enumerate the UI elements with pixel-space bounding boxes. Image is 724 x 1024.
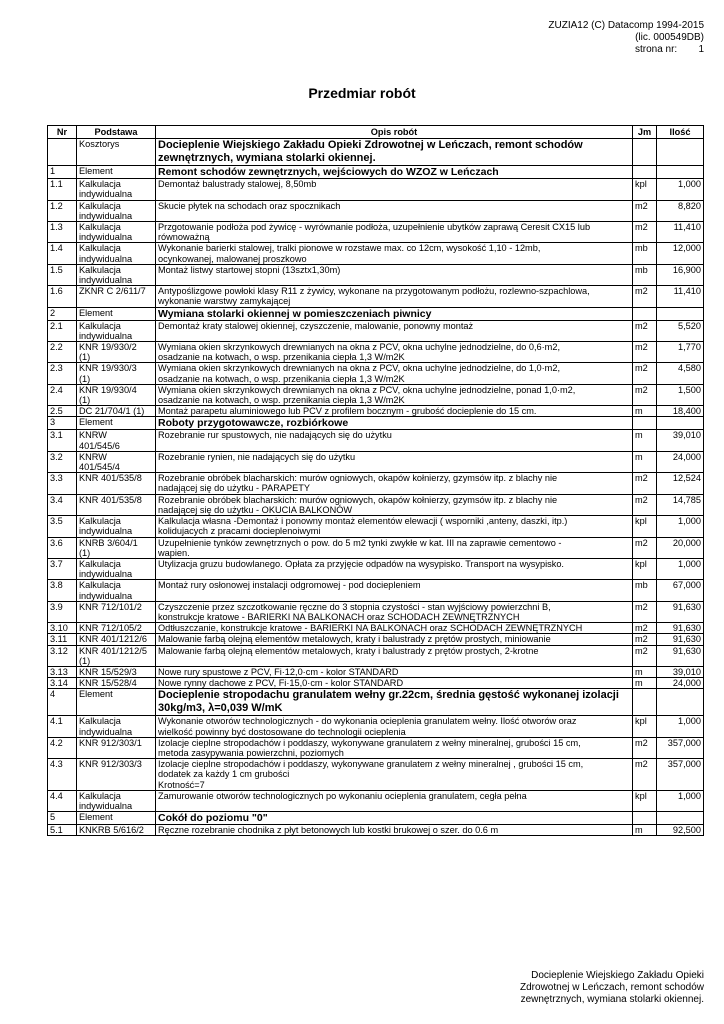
cell-nr: 5.1 [48,825,77,836]
cell-ilosc: 20,000 [657,537,704,558]
cell-ilosc: 4,580 [657,363,704,384]
cell-podstawa: Kalkulacja indywidualna [77,558,156,579]
table-row [48,320,704,341]
cell-podstawa: KNR 712/105/2 [77,623,156,634]
cell-podstawa: KNR 912/303/3 [77,759,156,791]
cell-opis: Odtłuszczanie, konstrukcje kratowe - BARIERKI NA BALKONACH oraz SCHODACH ZEWNĘTRZNYCH [156,623,633,634]
cell-podstawa: KNR 401/535/8 [77,494,156,515]
cell-jm: mb [633,264,657,285]
table-row [48,307,704,320]
cell-podstawa: Element [77,166,156,179]
table-row [48,473,704,494]
cell-ilosc [657,307,704,320]
cell-opis: Utylizacja gruzu budowlanego. Opłata za przyjęcie odpadów na wysypisko. Transport na wysypisko. [156,558,633,579]
cell-jm: m2 [633,200,657,221]
cell-podstawa: KNRB 3/604/1 (1) [77,537,156,558]
works-table [47,125,704,836]
cell-podstawa: Kosztorys [77,139,156,166]
cell-nr: 1.4 [48,243,77,264]
cell-podstawa: Element [77,307,156,320]
cell-ilosc: 18,400 [657,406,704,417]
cell-nr: 3.6 [48,537,77,558]
cell-jm: m2 [633,623,657,634]
cell-ilosc: 24,000 [657,678,704,689]
cell-podstawa: Kalkulacja indywidualna [77,222,156,243]
license-label: (lic. 000549DB) [635,32,704,43]
cell-opis: Uzupełnienie tynków zewnętrznych o pow. do 5 m2 tynki zwykłe w kat. III na zaprawie cementowo - wapien. [156,537,633,558]
cell-ilosc: 91,630 [657,634,704,645]
cell-nr: 3.8 [48,580,77,601]
cell-opis: Montaż parapetu aluminiowego lub PCV z profilem bocznym - grubość docieplenie do 15 cm. [156,406,633,417]
cell-nr: 2.4 [48,384,77,405]
cell-opis: Demontaż kraty stalowej okiennej, czyszczenie, malowanie, ponowny montaż [156,320,633,341]
table-header-row [48,126,704,139]
cell-opis: Montaż rury osłonowej instalacji odgromowej - pod dociepleniem [156,580,633,601]
table-row [48,580,704,601]
table-row [48,451,704,472]
cell-nr: 3.5 [48,516,77,537]
cell-nr: 3.10 [48,623,77,634]
cell-ilosc: 91,630 [657,601,704,622]
cell-opis: Rozebranie obróbek blacharskich: murów ogniowych, okapów kołnierzy, gzymsów itp. z blachy nie nadającej się do użytku - OKUCIA BALKONÓW [156,494,633,515]
cell-nr: 2.1 [48,320,77,341]
cell-ilosc: 67,000 [657,580,704,601]
cell-nr: 4.4 [48,790,77,811]
cell-jm [633,139,657,166]
cell-podstawa: KNR 19/930/4 (1) [77,384,156,405]
cell-opis: Kalkulacja własna -Demontaż i ponowny montaż elementów elewacji ( wsporniki ,anteny, daszki, itp.) kolidujacych z pracami docieplenoiwymi [156,516,633,537]
table-row [48,716,704,737]
cell-podstawa: KNR 15/529/3 [77,666,156,677]
cell-nr: 3.12 [48,645,77,666]
table-row [48,645,704,666]
cell-jm: m2 [633,222,657,243]
column-header-nr: Nr [48,126,77,139]
table-row [48,166,704,179]
cell-podstawa: KNR 712/101/2 [77,601,156,622]
cell-ilosc: 39,010 [657,430,704,451]
cell-jm: m2 [633,601,657,622]
cell-jm: mb [633,243,657,264]
cell-podstawa: KNR 19/930/2 (1) [77,342,156,363]
table-row [48,222,704,243]
cell-ilosc: 5,520 [657,320,704,341]
column-header-jm: Jm [633,126,657,139]
cell-nr: 2.5 [48,406,77,417]
cell-opis: Wymiana okien skrzynkowych drewnianych na okna z PCV, okna uchylne jednodzielne, do 1,0·m2, osadzanie na kotwach, o wsp. przenikania ciepła 1,3 W/m2K [156,363,633,384]
cell-opis: Rozebranie obróbek blacharskich: murów ogniowych, okapów kołnierzy, gzymsów itp. z blachy nie nadającej się do użytku - PARAPETY [156,473,633,494]
cell-ilosc: 12,524 [657,473,704,494]
cell-podstawa: KNR 19/930/3 (1) [77,363,156,384]
cell-nr: 4.2 [48,737,77,758]
cell-opis: Docieplenie Wiejskiego Zakładu Opieki Zdrowotnej w Leńczach, remont schodów zewnętrznych, wymiana stolarki okiennej. [156,139,633,166]
table-row [48,494,704,515]
table-row [48,759,704,791]
table-row [48,537,704,558]
cell-opis: Cokół do poziomu "0" [156,812,633,825]
table-row [48,812,704,825]
cell-opis: Nowe rury spustowe z PCV, Fi·12,0·cm - kolor STANDARD [156,666,633,677]
cell-jm: m [633,678,657,689]
table-row [48,558,704,579]
cell-jm [633,166,657,179]
table-row [48,737,704,758]
cell-ilosc [657,139,704,166]
page-number: 1 [698,44,704,55]
cell-jm: m2 [633,342,657,363]
cell-ilosc [657,689,704,716]
cell-podstawa: Kalkulacja indywidualna [77,580,156,601]
cell-ilosc: 1,000 [657,790,704,811]
page-label: strona nr: [634,44,678,55]
cell-podstawa: Kalkulacja indywidualna [77,516,156,537]
cell-podstawa: KNR 912/303/1 [77,737,156,758]
cell-nr: 1.6 [48,286,77,307]
cell-jm: m [633,451,657,472]
cell-jm: m2 [633,384,657,405]
cell-nr: 3.7 [48,558,77,579]
cell-podstawa: Kalkulacja indywidualna [77,716,156,737]
cell-nr: 4 [48,689,77,716]
cell-ilosc: 1,000 [657,179,704,200]
cell-nr: 3.1 [48,430,77,451]
cell-ilosc: 357,000 [657,759,704,791]
cell-jm: m2 [633,494,657,515]
cell-jm: m2 [633,363,657,384]
cell-jm: kpl [633,179,657,200]
table-row [48,666,704,677]
cell-podstawa: KNKRB 5/616/2 [77,825,156,836]
cell-opis: Antypoślizgowe powłoki klasy R11 z żywicy, wykonane na przygotowanym podłożu, rozlewno-szpachlowa, wykonanie warstwy zamykającej [156,286,633,307]
cell-opis: Malowanie farbą olejną elementów metalowych, kraty i balustrady z prętów prostych, 2-krotne [156,645,633,666]
cell-ilosc: 39,010 [657,666,704,677]
cell-ilosc [657,812,704,825]
cell-podstawa: KNR 401/1212/5 (1) [77,645,156,666]
document-header [548,20,704,56]
cell-jm: kpl [633,790,657,811]
cell-ilosc: 92,500 [657,825,704,836]
cell-podstawa: KNRW 401/545/4 [77,451,156,472]
cell-nr: 4.3 [48,759,77,791]
page-indicator [548,44,704,56]
cell-opis: Izolacje cieplne stropodachów i poddaszy, wykonywane granulatem z wełny mineralnej, grubości 15 cm, metoda zasypywania powierzchni, poziomych [156,737,633,758]
column-header-opis: Opis robót [156,126,633,139]
cell-jm: m [633,430,657,451]
cell-nr: 1.3 [48,222,77,243]
cell-podstawa: ZKNR C 2/611/7 [77,286,156,307]
cell-nr: 4.1 [48,716,77,737]
cell-opis: Wykonanie barierki stalowej, tralki pionowe w rozstawe max. co 12cm, wysokość 1,10 - 12mb, ocynkowanej, malowanej proszkowo [156,243,633,264]
cell-opis: Wymiana stolarki okiennej w pomieszczeniach piwnicy [156,307,633,320]
cell-opis: Wymiana okien skrzynkowych drewnianych na okna z PCV, okna uchylne jednodzielne, ponad 1,0·m2, osadzanie na kotwach, o wsp. przenikania ciepła 1,3 W/m2K [156,384,633,405]
cell-jm [633,307,657,320]
cell-ilosc: 357,000 [657,737,704,758]
cell-podstawa: Element [77,689,156,716]
cell-nr: 3.14 [48,678,77,689]
cell-ilosc: 1,500 [657,384,704,405]
table-row [48,825,704,836]
cell-podstawa: KNR 15/528/4 [77,678,156,689]
cell-opis: Izolacje cieplne stropodachów i poddaszy, wykonywane granulatem z wełny mineralnej , grubości 15 cm, dodatek za każdy 1 cm grubości Krotność=7 [156,759,633,791]
cell-ilosc: 24,000 [657,451,704,472]
cell-opis: Ręczne rozebranie chodnika z płyt betonowych lub kostki brukowej o szer. do 0.6 m [156,825,633,836]
cell-nr: 5 [48,812,77,825]
table-row [48,384,704,405]
cell-nr: 1.5 [48,264,77,285]
cell-opis: Rozebranie rynien, nie nadających się do użytku [156,451,633,472]
cell-podstawa: KNR 401/1212/6 [77,634,156,645]
table-row [48,286,704,307]
cell-nr: 2 [48,307,77,320]
cell-podstawa: Kalkulacja indywidualna [77,264,156,285]
cell-opis: Docieplenie stropodachu granulatem wełny gr.22cm, średnia gęstość wykonanej izolacji 30kg/m3, λ=0,039 W/mK [156,689,633,716]
cell-ilosc [657,417,704,430]
cell-podstawa: Kalkulacja indywidualna [77,200,156,221]
cell-nr: 3.9 [48,601,77,622]
cell-nr [48,139,77,166]
page-title: Przedmiar robót [308,85,416,101]
cell-ilosc: 1,000 [657,558,704,579]
table-row [48,243,704,264]
table-row [48,678,704,689]
cell-podstawa: KNR 401/535/8 [77,473,156,494]
cell-podstawa: Element [77,812,156,825]
cell-opis: Zamurowanie otworów technologicznych po wykonaniu ocieplenia granulatem, cegła pełna [156,790,633,811]
column-header-ilosc: Ilość [657,126,704,139]
cell-jm [633,689,657,716]
cell-ilosc: 1,770 [657,342,704,363]
table-row [48,264,704,285]
software-label: ZUZIA12 (C) Datacomp 1994-2015 [548,20,704,31]
cell-jm: m [633,666,657,677]
table-row [48,430,704,451]
cell-ilosc: 11,410 [657,286,704,307]
cell-jm: kpl [633,558,657,579]
cell-podstawa: DC 21/704/1 (1) [77,406,156,417]
cell-opis: Remont schodów zewnętrznych, wejściowych do WZOZ w Leńczach [156,166,633,179]
footer-note: Docieplenie Wiejskiego Zakładu Opieki Zdrowotnej w Leńczach, remont schodów zewnętrznych, wymiana stolarki okiennej. [520,970,704,1005]
cell-nr: 3.3 [48,473,77,494]
cell-opis: Nowe rynny dachowe z PCV, Fi·15,0·cm - kolor STANDARD [156,678,633,689]
cell-podstawa: Kalkulacja indywidualna [77,243,156,264]
table-row [48,139,704,166]
table-row [48,689,704,716]
cell-jm: mb [633,580,657,601]
column-header-podstawa: Podstawa [77,126,156,139]
cell-jm: m2 [633,634,657,645]
cell-ilosc: 11,410 [657,222,704,243]
cell-nr: 1.1 [48,179,77,200]
cell-nr: 2.3 [48,363,77,384]
cell-nr: 3.4 [48,494,77,515]
cell-opis: Malowanie farbą olejną elementów metalowych, kraty i balustrady z prętów prostych, miniowanie [156,634,633,645]
table-row [48,200,704,221]
cell-opis: Montaż listwy startowej stopni (13sztx1,30m) [156,264,633,285]
cell-nr: 3.2 [48,451,77,472]
cell-nr: 3.11 [48,634,77,645]
cell-jm: kpl [633,716,657,737]
cell-nr: 3 [48,417,77,430]
cell-jm: m2 [633,759,657,791]
cell-podstawa: Kalkulacja indywidualna [77,790,156,811]
cell-opis: Roboty przygotowawcze, rozbiórkowe [156,417,633,430]
cell-nr: 3.13 [48,666,77,677]
table-row [48,623,704,634]
cell-jm: m2 [633,286,657,307]
cell-jm [633,417,657,430]
cell-opis: Wymiana okien skrzynkowych drewnianych na okna z PCV, okna uchylne jednodzielne, do 0,6·m2, osadzanie na kotwach, o wsp. przenikania ciepła 1,3 W/m2K [156,342,633,363]
cell-nr: 1 [48,166,77,179]
cell-jm: m2 [633,537,657,558]
cell-jm: m2 [633,320,657,341]
cell-ilosc [657,166,704,179]
cell-jm [633,812,657,825]
cell-podstawa: Kalkulacja indywidualna [77,179,156,200]
table-body [48,139,704,836]
cell-nr: 1.2 [48,200,77,221]
cell-podstawa: Element [77,417,156,430]
cell-ilosc: 1,000 [657,516,704,537]
table-row [48,406,704,417]
cell-podstawa: Kalkulacja indywidualna [77,320,156,341]
cell-jm: m [633,825,657,836]
cell-opis: Demontaż balustrady stalowej, 8,50mb [156,179,633,200]
table-row [48,363,704,384]
cell-jm: m2 [633,645,657,666]
cell-ilosc: 91,630 [657,645,704,666]
table-row [48,601,704,622]
cell-jm: m2 [633,473,657,494]
cell-ilosc: 8,820 [657,200,704,221]
cell-ilosc: 91,630 [657,623,704,634]
cell-opis: Czyszczenie przez szczotkowanie ręczne do 3 stopnia czystości - stan wyjściowy powierzchni B, konstrukcje kratowe - BARIERKI NA BALKONACH oraz SCHODACH ZEWNĘTRZNYCH [156,601,633,622]
cell-ilosc: 12,000 [657,243,704,264]
cell-opis: Rozebranie rur spustowych, nie nadających się do użytku [156,430,633,451]
cell-jm: m [633,406,657,417]
table-row [48,790,704,811]
cell-opis: Skucie płytek na schodach oraz spocznikach [156,200,633,221]
cell-opis: Przgotowanie podłoża pod żywicę - wyrównanie podłoża, uzupełnienie ubytków zaprawą Ceresit CX15 lub równoważną [156,222,633,243]
table-row [48,179,704,200]
table-row [48,634,704,645]
table-row [48,342,704,363]
cell-ilosc: 1,000 [657,716,704,737]
cell-nr: 2.2 [48,342,77,363]
cell-podstawa: KNRW 401/545/6 [77,430,156,451]
cell-ilosc: 14,785 [657,494,704,515]
cell-jm: m2 [633,737,657,758]
table-row [48,516,704,537]
cell-opis: Wykonanie otworów technologicznych - do wykonania ocieplenia granulatem wełny. Ilość otworów oraz wielkość powinny być dostosowane do technologii ocieplenia [156,716,633,737]
table-row [48,417,704,430]
cell-ilosc: 16,900 [657,264,704,285]
cell-jm: kpl [633,516,657,537]
